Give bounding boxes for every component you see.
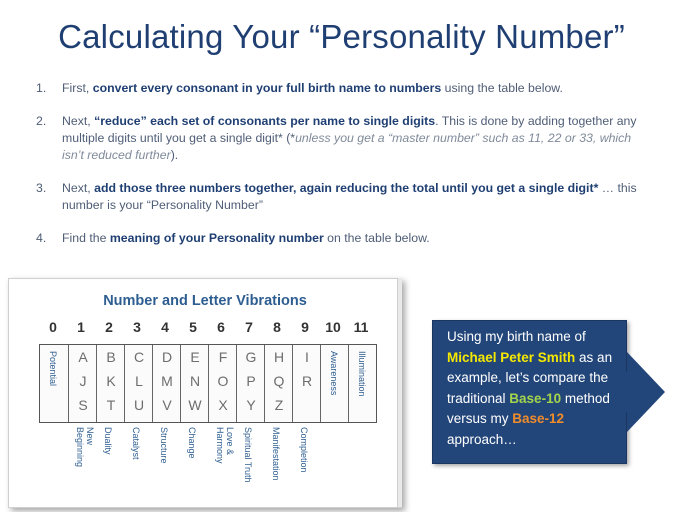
step-text-part: ). — [170, 148, 179, 162]
letter-cell: L — [135, 373, 143, 389]
letter-cell: T — [106, 397, 116, 413]
digit-label: 7 — [245, 319, 253, 335]
callout-name: Michael Peter Smith — [447, 349, 576, 365]
grid-column — [124, 345, 153, 422]
table-edge — [397, 278, 402, 507]
instruction-step — [36, 80, 648, 97]
instruction-step — [36, 180, 648, 214]
letter-cell: Z — [274, 397, 284, 413]
step-text — [62, 80, 648, 97]
grid-column — [292, 345, 321, 422]
grid-column — [264, 345, 293, 422]
letter-cell: U — [133, 397, 145, 413]
step-text-part: Find the — [62, 231, 110, 245]
digit-label: 11 — [353, 319, 369, 335]
digit-label: 3 — [133, 319, 141, 335]
step-text-part: add those three numbers together, again reducing the total until you get a single digit* — [94, 181, 599, 195]
step-number: 2. — [36, 114, 47, 128]
grid-column — [152, 345, 181, 422]
callout-base10: Base-10 — [509, 390, 562, 406]
vibration-table-title: Number and Letter Vibrations — [103, 293, 307, 309]
meaning-label: Completion — [299, 427, 309, 473]
page-title: Calculating Your “Personality Number” — [58, 18, 625, 55]
instruction-step — [36, 113, 648, 164]
grid-column — [68, 345, 97, 422]
letter-cell: K — [106, 373, 116, 389]
grid-column — [180, 345, 209, 422]
callout-text-1: Using my birth name of — [447, 329, 586, 344]
grid-column — [96, 345, 125, 422]
callout-text-3: method versus my — [447, 390, 610, 426]
letter-cell: R — [301, 373, 313, 389]
letter-cell: D — [161, 349, 173, 365]
grid-column — [40, 345, 68, 422]
step-text-part: . This is done by adding together any multiple digits until you get a single digit* (* — [62, 114, 637, 145]
step-text — [62, 113, 648, 164]
digit-label: 5 — [189, 319, 197, 335]
step-text — [62, 180, 648, 214]
letter-cell: S — [78, 397, 88, 413]
callout-text-2: as an example, let’s compare the traditional — [447, 349, 613, 406]
meaning-label: Change — [187, 427, 197, 459]
letter-cell: B — [106, 349, 116, 365]
step-text-part: Next, — [62, 181, 95, 195]
instruction-list — [36, 80, 648, 263]
step-text-part: using the table below. — [441, 81, 563, 95]
vibration-word: Awareness — [329, 351, 339, 396]
vibration-table — [8, 278, 402, 508]
meaning-label: Manifestation — [271, 427, 281, 481]
meaning-label: Structure — [159, 427, 169, 464]
letter-cell: V — [162, 397, 172, 413]
step-text-part: on the table below. — [323, 231, 430, 245]
letter-cell: E — [190, 349, 200, 365]
letter-cell: Q — [273, 373, 285, 389]
digit-label: 4 — [161, 319, 169, 335]
callout-base12: Base-12 — [512, 411, 565, 426]
letter-cell: F — [218, 349, 228, 365]
example-callout — [432, 320, 627, 464]
letter-cell: X — [218, 397, 228, 413]
letter-cell: O — [217, 373, 229, 389]
meaning-label: Spiritual Truth — [243, 427, 253, 483]
step-text-part: convert every consonant in your full birth name to numbers — [92, 81, 442, 95]
letter-cell: H — [273, 349, 285, 365]
letter-cell: J — [79, 373, 87, 389]
step-text-part: “reduce” each set of consonants per name to single digits — [94, 114, 436, 128]
grid-column — [320, 345, 349, 422]
grid-column — [236, 345, 265, 422]
letter-cell: A — [78, 349, 88, 365]
letter-cell: M — [161, 373, 173, 389]
meaning-label: Duality — [103, 427, 113, 455]
vibration-word: Potential — [48, 351, 58, 387]
digit-label: 6 — [217, 319, 225, 335]
callout-text-4: approach… — [447, 431, 517, 447]
step-text-part: meaning of your Personality number — [109, 231, 324, 245]
letter-grid — [39, 344, 377, 423]
letter-cell: W — [188, 397, 202, 413]
callout-arrow-icon — [627, 352, 665, 432]
meaning-label: Catalyst — [131, 427, 141, 460]
letter-cell: P — [246, 373, 256, 389]
letter-cell: Y — [246, 397, 256, 413]
digit-label: 1 — [77, 319, 85, 335]
step-text-part: Next, — [62, 114, 95, 128]
step-text-part: … this number is your “Personality Number” — [62, 181, 637, 212]
digit-label: 10 — [325, 319, 341, 335]
letter-cell: C — [133, 349, 145, 365]
digit-label: 2 — [105, 319, 113, 335]
instruction-step — [36, 230, 648, 247]
step-number: 3. — [36, 181, 47, 195]
letter-cell: N — [189, 373, 201, 389]
digit-label: 8 — [273, 319, 281, 335]
letter-cell: G — [245, 349, 257, 365]
step-text-part: unless you get a “master number” such as 11, 22 or 33, which isn’t reduced further — [62, 131, 632, 162]
step-number: 4. — [36, 231, 47, 245]
step-text — [62, 230, 648, 247]
grid-column — [348, 345, 377, 422]
digit-label: 9 — [301, 319, 309, 335]
step-number: 1. — [36, 81, 47, 95]
grid-column — [208, 345, 237, 422]
step-text-part: First, — [62, 81, 93, 95]
digit-header-row — [9, 319, 401, 337]
digit-label: 0 — [49, 319, 57, 335]
vibration-word: Illumination — [357, 351, 367, 397]
meaning-label: New Beginning — [75, 427, 95, 468]
letter-cell: I — [305, 349, 309, 365]
meaning-label: Love & Harmony — [215, 427, 235, 464]
